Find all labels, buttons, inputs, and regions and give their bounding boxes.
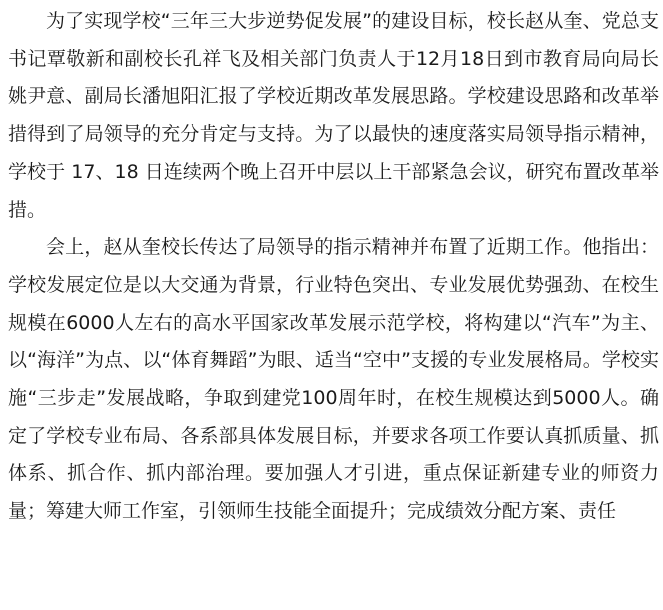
document-body <box>8 0 659 531</box>
paragraph-2: 会上，赵从奎校长传达了局领导的指示精神并布置了近期工作。他指出：学校发展定位是以大交通为背景，行业特色突出、专业发展优势强劲、在校生规模在6000人左右的高水平国家改革发展示范学校，将构建以“汽车”为主、以“海洋”为点、以“体育舞蹈”为眼、适当“空中”支援的专业发展格局。学校实施“三步走”发展战略，争取到建党100周年时，在校生规模达到5000人。确定了学校专业布局、各系部具体发展目标，并要求各项工作要认真抓质量、抓体系、抓合作、抓内部治理。要加强人才引进，重点保证新建专业的师资力量；筹建大师工作室，引领师生技能全面提升；完成绩效分配方案、责任 <box>8 236 659 523</box>
paragraph-1: 为了实现学校“三年三大步逆势促发展”的建设目标，校长赵从奎、党总支书记覃敬新和副校长孔祥飞及相关部门负责人于12月18日到市教育局向局长姚尹意、副局长潘旭阳汇报了学校近期改革发展思路。学校建设思路和改革举措得到了局领导的充分肯定与支持。为了以最快的速度落实局领导指示精神，学校于 17、18 日连续两个晚上召开中层以上干部紧急会议，研究布置改革举措。 <box>8 10 659 221</box>
